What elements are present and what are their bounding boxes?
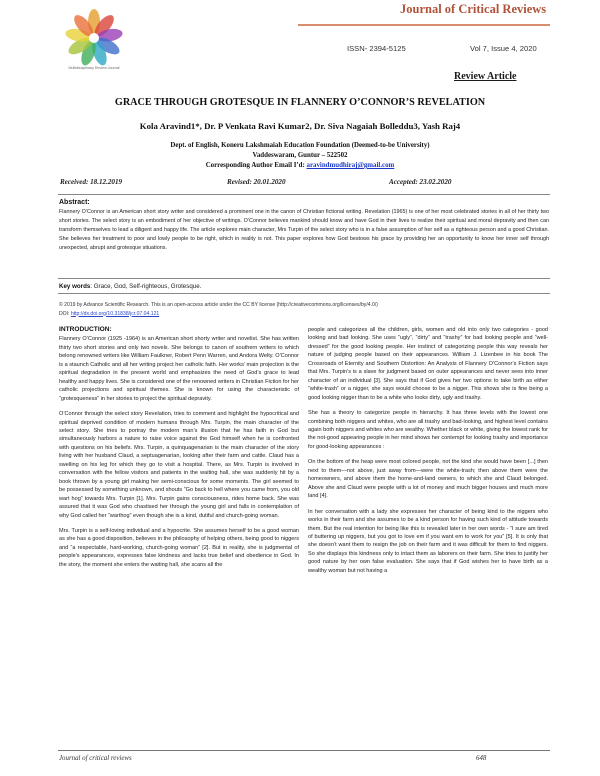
license-block <box>59 301 549 318</box>
journal-title: Journal of Critical Reviews <box>400 2 547 16</box>
logo-petals <box>64 9 123 67</box>
received-date: Received: 18.12.2019 <box>60 178 123 186</box>
doi-label: DOI: <box>59 310 71 317</box>
keywords-text: : Grace, God, Self-righteous, Grotesque. <box>90 283 202 290</box>
keywords-rule <box>58 293 550 294</box>
body-paragraph: In her conversation with a lady she expresses her character of being kind to the niggers who works in their farm and she assumes to be a kind person for having such kind of attitude towards them. But the real intention for being like this is revealed later in her own words - “I sure am tired of buttering up niggers, but you got to love em if you want em to work for you” [5]. It is only that she doesn’t want them to resign the job on their farm and it was difficult for them to find niggers. So she displays this kindness only to intact them as laborers on their farm. She tries to justify her good nature by her own false evaluation. She says that if God wishes her to have birth as a wealthy woman but not having a <box>308 508 548 574</box>
affiliation-line-1: Dept. of English, Koneru Lakshmaiah Education Foundation (Deemed-to-be University) <box>170 142 430 149</box>
block-quote: On the bottom of the heap were most colored people, not the kind she would have been [...] then next to them—not above, just away from—were the white-trash; then above them were the homeowners, and above them the home-and-land owners, to which she and Claud belonged. Above she and Claud were people with a lot of money and much bigger houses and much more land [4]. <box>308 459 548 500</box>
volume-issue: Vol 7, Issue 4, 2020 <box>470 44 537 53</box>
affiliation-line-2: Vaddeswaram, Guntur – 522502 <box>252 152 348 159</box>
authors: Kola Aravind1*, Dr. P Venkata Ravi Kumar2, Dr. Siva Nagaiah Bolleddu3, Yash Raj4 <box>139 121 461 131</box>
dates-row <box>60 178 540 190</box>
affiliation <box>40 141 560 171</box>
abstract-text: Flannery O’Connor is an American short story writer and considered a prominent one in the canon of Christian fictional writing. Revelation (1965) is one of her most celebrated stories in all of her thirty two short stories. The select story is an embodiment of her objective of writings. O’Connor believes mankind should know and have God in their lives to realize their spiritual and moral depravity and then can transform themselves to lead a diligent and happy life. The article explores main character, Mrs Turpin of the select story who is in a false assumption of her self as a righteous person and a good Christian. She believes her treatment to poor and lowly people to be right, which in reality is not. This paper explores how God bestows his grace by providing her an opportunity to know her inner self through unexpected, abrupt and grotesque situations. <box>59 209 549 251</box>
accepted-date: Accepted: 23.02.2020 <box>389 178 452 186</box>
introduction-heading: INTRODUCTION: <box>59 326 112 333</box>
journal-logo <box>62 6 126 70</box>
body-paragraph: Flannery O’Connor (1925 -1964) is an American short shorty writer and novelist. She has written thirty two short stories and only two novels. She belongs to canon of southern writers to which belong renowned writers like William Faulkner, Robert Penn Warren, and Andora Welty. O’Connor is a staunch Catholic and all her writing project her catholic faith. Her works’ main projection is the spiritual degradation in the present world and emphasizes the need of God’s grace to lead healthy and happy lives. She is considered one of the renowned writers in Christian Fiction for her catholic projections and spiritual themes. She is known for using the characteristic of “grotesqueness” in her stories to project the spiritual depravity. <box>59 336 299 402</box>
footer-journal: Journal of critical reviews <box>59 755 132 762</box>
revised-date: Revised: 20.01.2020 <box>227 178 286 186</box>
doi-link[interactable]: http://dx.doi.org/10.31838/jcr.07.04.121 <box>70 310 160 317</box>
abstract-label: Abstract: <box>59 199 90 206</box>
article-title: GRACE THROUGH GROTESQUE IN FLANNERY O’CONNOR’S REVELATION <box>114 97 486 108</box>
page-number: 648 <box>476 755 487 762</box>
corresponding-email-link[interactable]: aravindmudhiraj@gmail.com <box>306 162 395 169</box>
license-text: © 2019 by Advance Scientific Research. This is an open-access article under the CC BY license (http://creativecommons.org/licenses/by/4.0/) <box>59 302 378 308</box>
body-column-right <box>308 326 548 582</box>
footer-rule <box>58 750 550 751</box>
body-paragraph: O’Connor through the select story Revelation, tries to comment and highlight the hypocritical and spiritual deprived condition of modern humans through Mrs. Turpin, the main character of the select story. She tries to portray the modern man’s illusion that he has faith in God but simultaneously harbors a nature to raise voice against the God himself when he is confronted with questions on his beliefs. Mrs. Turpin, a quinquagenarian is the main character of the story living with her husband Claud, a septuagenarian, looking after their farm and cattle. Claud has a swelling on his leg for which they go to visit a hospital. There, as Mrs. Turpin is involved in conversation with the fellow visitors and patients in the waiting hall, she was suddenly hit by a book thrown by a young girl making her semi-conscious for some moments. The girl seemed to be possessed by something unknown, and shouts “Go back to hell where you came from, you old wart hog” towards Mrs. Turpin [1]. Mrs. Turpin gains consciousness, rides home back. She was assured that it was God who chastised her through the young girl and falls in contemplation of why God called her “warthog” even though she is a kind, dutiful and church-going woman. <box>59 411 299 519</box>
abstract-bottom-rule <box>58 278 550 279</box>
article-type: Review Article <box>454 71 517 82</box>
keywords <box>59 283 201 290</box>
corresponding-prefix: Corresponding Author Email I’d: <box>205 162 307 169</box>
logo-caption: Multidisciplinary Review Journal <box>68 66 120 70</box>
body-paragraph: She has a theory to categorize people in hierarchy. It has three levels with the lowest one combining both niggers and whites, who are all trashy and bad-looking, and highest level contains again both niggers and whites who are wealthy. Whether black or white, giving the lowest rank for the not-good appearing people in her mind shows her contempt for looking trashy and importance for good-looking appearances : <box>308 410 548 450</box>
doi-line <box>59 310 549 319</box>
corresponding-author <box>40 161 560 171</box>
body-paragraph: people and categorizes all the children, girls, women and old into only two categories - good looking and bad looking. She uses “ugly”, “dirty” and “trashy” for bad looking people and “well-dressed” for the good looking people. Her instinct of categorizing people this way reveals her nature of judging people based on their appearances. William J. Lizenbee in his book The Crossroads of Eternity and Southern Distortion: An Analysis of Flannery O’Connor’s Fiction says that Mrs. Turpin’s is a slave for judgment based on outer appearances and never sees into inner character of an individual [3]. She says that if God gives her two options to take birth as either “white-trash” or a nigger, she says would choose to be a nigger. This shows she is fine being a good looking nigger than to be a white who looks dirty, ugly and trashy. <box>308 327 548 401</box>
header-divider <box>298 24 550 26</box>
keywords-label: Key words <box>59 283 91 290</box>
abstract-top-rule <box>58 194 550 195</box>
body-column-left <box>59 326 299 576</box>
body-paragraph: Mrs. Turpin is a self-loving individual and a hypocrite. She assumes herself to be a good woman as she has a good disposition, believes in the philosophy of helping others, being good to niggers and “a respectable, hard-working, church-going woman” [2]. But in reality, she is judgmental of people’s appearances, expresses false kindness and lacks true belief and obedience in God. In the story, the moment she enters the waiting hall, she scans all the <box>59 527 299 568</box>
issn: ISSN- 2394-5125 <box>347 44 406 53</box>
